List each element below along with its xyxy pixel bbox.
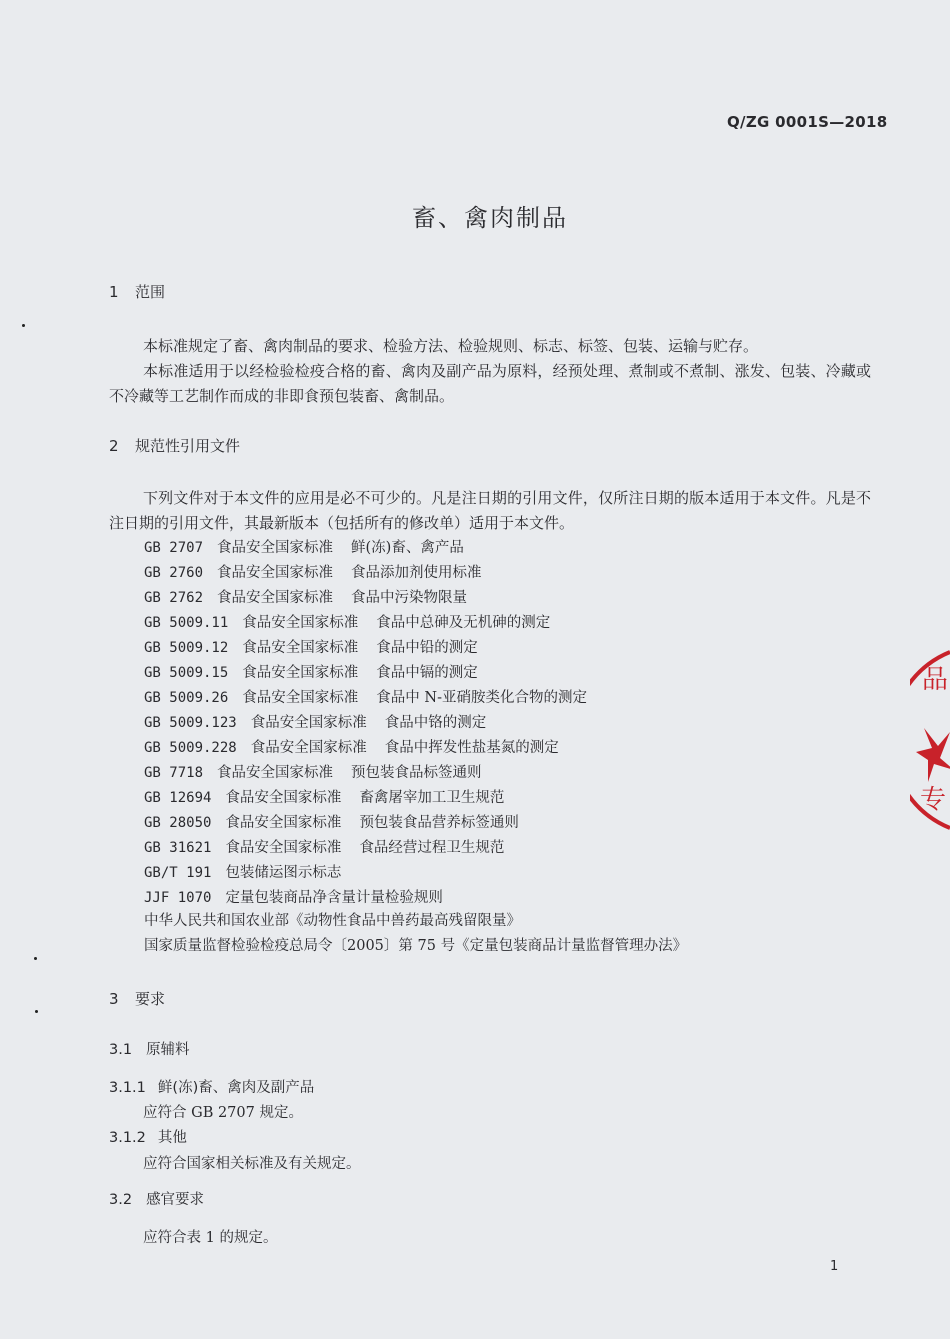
section-3-1-heading (109, 1038, 190, 1059)
reference-kind: 食品安全国家标准 (217, 590, 334, 606)
scope-paragraph-2: 本标准适用于以经检验检疫合格的畜、禽肉及副产品为原料，经预处理、煮制或不煮制、涨发、包装、冷藏或不冷藏等工艺制作而成的非即食预包装畜、禽制品。 (109, 362, 871, 405)
section-3-heading (109, 988, 165, 1009)
reference-item (144, 761, 482, 786)
reference-code: GB 5009.15 (144, 665, 229, 681)
reference-code: GB 5009.11 (144, 615, 229, 631)
reference-kind: 食品安全国家标准 (250, 715, 367, 731)
section-title: 感官要求 (146, 1192, 205, 1208)
scan-speck (34, 957, 37, 960)
official-seal-fragment (910, 640, 950, 840)
section-1-heading (109, 281, 165, 302)
reference-name: 预包装食品标签通则 (351, 765, 482, 781)
reference-code: GB 5009.123 (144, 715, 237, 731)
reference-item (144, 811, 519, 836)
scan-speck (22, 324, 25, 327)
document-title: 畜、禽肉制品 (412, 204, 568, 232)
section-3-1-1-body: 应符合 GB 2707 规定。 (143, 1105, 303, 1121)
reference-name: 预包装食品营养标签通则 (359, 815, 519, 831)
reference-name: 食品中 N-亚硝胺类化合物的测定 (376, 690, 587, 706)
reference-item (144, 561, 482, 586)
reference-item (144, 861, 341, 886)
reference-kind: 食品安全国家标准 (217, 540, 334, 556)
scan-speck (35, 1010, 38, 1013)
reference-item (144, 736, 559, 761)
reference-name: 食品中铅的测定 (376, 640, 478, 656)
reference-code: GB 28050 (144, 815, 212, 831)
reference-name: 食品添加剂使用标准 (351, 565, 482, 581)
reference-item (144, 586, 467, 611)
seal-text-top: 品 (922, 665, 949, 695)
section-3-1-1-heading (109, 1076, 314, 1097)
page-number: 1 (830, 1259, 839, 1274)
reference-name: 食品中铬的测定 (384, 715, 487, 731)
reference-name: 食品中污染物限量 (351, 590, 468, 606)
section-number: 1 (109, 283, 119, 301)
reference-item (144, 711, 486, 736)
section-3-2-body: 应符合表 1 的规定。 (143, 1230, 278, 1246)
reference-code: GB 5009.12 (144, 640, 229, 656)
standard-number: Q/ZG 0001S—2018 (727, 113, 888, 131)
reference-kind: 食品安全国家标准 (242, 665, 359, 681)
reference-item (144, 661, 478, 686)
reference-code: GB 5009.228 (144, 740, 237, 756)
section-title: 规范性引用文件 (135, 437, 241, 455)
reference-kind: 食品安全国家标准 (225, 840, 342, 856)
reference-code: GB 12694 (144, 790, 212, 806)
reference-code: JJF 1070 (144, 890, 212, 906)
reference-code: GB/T 191 (144, 865, 212, 881)
section-number: 3.2 (109, 1192, 133, 1208)
section-title: 要求 (135, 990, 166, 1008)
seal-star-icon (916, 728, 950, 782)
section-title: 其他 (157, 1130, 187, 1146)
references-intro: 下列文件对于本文件的应用是必不可少的。凡是注日期的引用文件，仅所注日期的版本适用于本文件。凡是不注日期的引用文件，其最新版本（包括所有的修改单）适用于本文件。 (109, 489, 871, 532)
reference-kind: 食品安全国家标准 (242, 690, 359, 706)
section-number: 3.1.1 (109, 1080, 146, 1096)
section-3-2-heading (109, 1188, 204, 1209)
reference-item (144, 886, 443, 911)
reference-kind: 食品安全国家标准 (225, 790, 342, 806)
section-3-1-2-heading (109, 1126, 187, 1147)
reference-code: GB 31621 (144, 840, 212, 856)
reference-code: GB 2707 (144, 540, 204, 556)
section-number: 3 (109, 990, 119, 1008)
reference-code: GB 7718 (144, 765, 204, 781)
reference-name: 鲜(冻)畜、禽产品 (351, 540, 464, 556)
seal-text-bottom: 专 (920, 785, 947, 815)
reference-kind: 食品安全国家标准 (250, 740, 367, 756)
reference-extra-1: 中华人民共和国农业部《动物性食品中兽药最高残留限量》 (144, 913, 521, 929)
reference-kind: 食品安全国家标准 (217, 765, 334, 781)
reference-item (144, 636, 478, 661)
reference-item (144, 611, 550, 636)
reference-extra-2: 国家质量监督检验检疫总局令〔2005〕第 75 号《定量包装商品计量监督管理办法》 (144, 938, 688, 954)
scope-paragraph-1: 本标准规定了畜、禽肉制品的要求、检验方法、检验规则、标志、标签、包装、运输与贮存。 (143, 337, 759, 355)
reference-item (144, 836, 504, 861)
section-number: 3.1.2 (109, 1130, 146, 1146)
section-title: 原辅料 (146, 1042, 190, 1058)
section-3-1-2-body: 应符合国家相关标准及有关规定。 (143, 1156, 361, 1172)
reference-code: GB 5009.26 (144, 690, 229, 706)
reference-kind: 食品安全国家标准 (242, 615, 359, 631)
reference-kind: 食品安全国家标准 (217, 565, 334, 581)
section-number: 2 (109, 437, 119, 455)
reference-code: GB 2760 (144, 565, 204, 581)
reference-name: 定量包装商品净含量计量检验规则 (225, 890, 443, 906)
section-number: 3.1 (109, 1042, 133, 1058)
reference-name: 食品中镉的测定 (376, 665, 478, 681)
reference-name: 食品中挥发性盐基氮的测定 (384, 740, 559, 756)
reference-item (144, 686, 587, 711)
reference-name: 畜禽屠宰加工卫生规范 (359, 790, 505, 806)
section-2-heading (109, 435, 240, 456)
reference-code: GB 2762 (144, 590, 204, 606)
reference-item (144, 786, 504, 811)
reference-name: 食品中总砷及无机砷的测定 (376, 615, 551, 631)
reference-item (144, 536, 464, 561)
reference-name: 包装储运图示标志 (225, 865, 342, 881)
reference-kind: 食品安全国家标准 (225, 815, 342, 831)
section-title: 范围 (135, 283, 166, 301)
reference-name: 食品经营过程卫生规范 (359, 840, 505, 856)
reference-kind: 食品安全国家标准 (242, 640, 359, 656)
section-title: 鲜(冻)畜、禽肉及副产品 (157, 1080, 315, 1096)
